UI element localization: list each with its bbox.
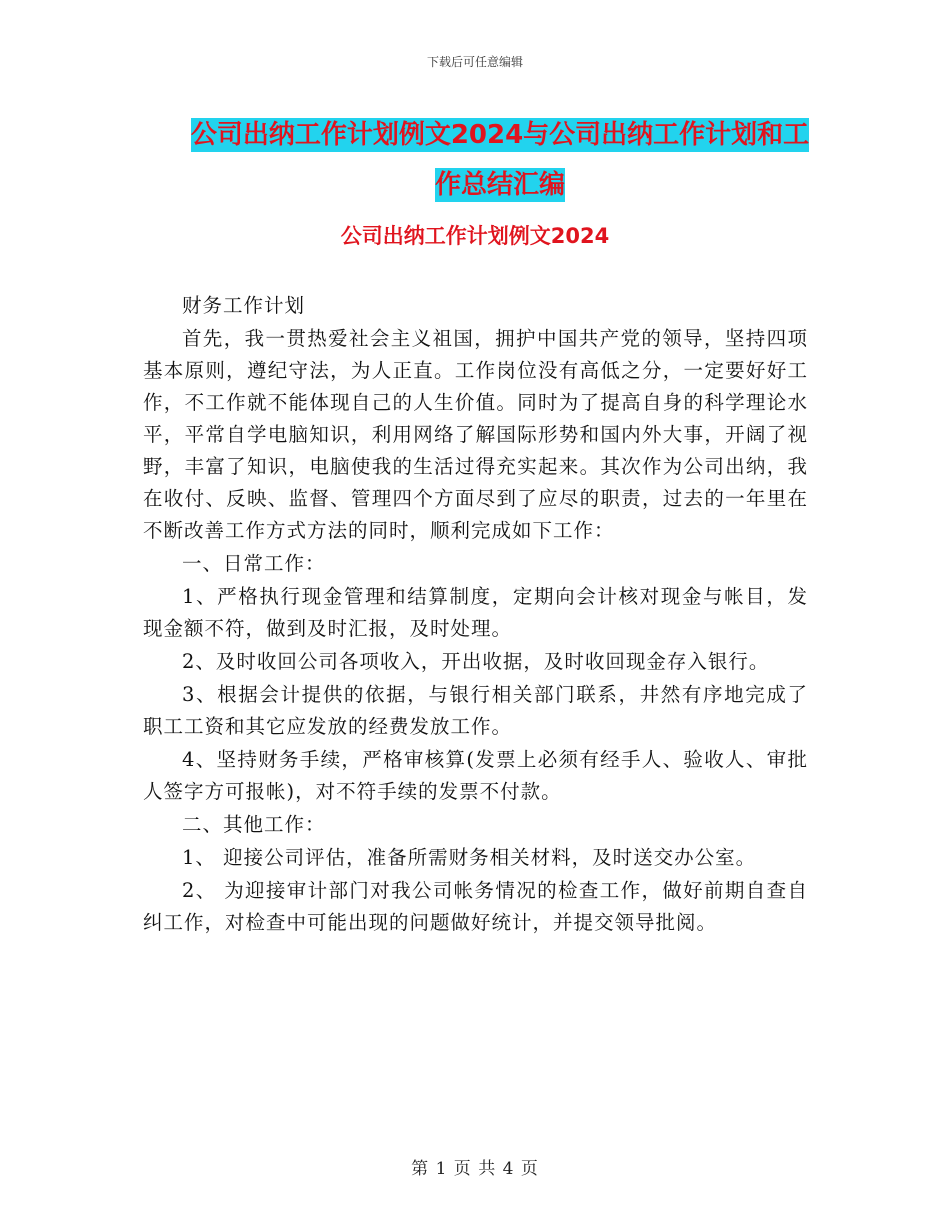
paragraph: 首先，我一贯热爱社会主义祖国，拥护中国共产党的领导，坚持四项基本原则，遵纪守法，为人正直。工作岗位没有高低之分，一定要好好工作，不工作就不能体现自己的人生价值。同时为了提高自身的科学理论水平，平常自学电脑知识，利用网络了解国际形势和国内外大事，开阔了视野，丰富了知识，电脑使我的生活过得充实起来。其次作为公司出纳，我在收付、反映、监督、管理四个方面尽到了应尽的职责，过去的一年里在不断改善工作方式方法的同时，顺利完成如下工作： (143, 327, 808, 542)
paragraph-heading: 财务工作计划 (182, 294, 306, 317)
list-item: 4、坚持财务手续，严格审核算(发票上必须有经手人、验收人、审批人签字方可报帐)，对不符手续的发票不付款。 (143, 748, 808, 803)
section-title: 公司出纳工作计划例文2024 (340, 224, 610, 248)
list-item: 1、 迎接公司评估，准备所需财务相关材料，及时送交办公室。 (182, 846, 757, 869)
list-heading-daily-work: 一、日常工作： (182, 552, 326, 575)
document-title-line-2: 作总结汇编 (434, 170, 565, 200)
list-heading-other-work: 二、其他工作： (182, 813, 326, 836)
document-body (143, 290, 808, 940)
header-note: 下载后可任意编辑 (426, 55, 523, 69)
page-footer: 第 1 页 共 4 页 (411, 1159, 539, 1179)
document-title-line-1: 公司出纳工作计划例文2024与公司出纳工作计划和工 (190, 120, 810, 150)
list-item: 3、根据会计提供的依据，与银行相关部门联系，井然有序地完成了职工工资和其它应发放的经费发放工作。 (143, 683, 808, 738)
list-item: 1、严格执行现金管理和结算制度，定期向会计核对现金与帐目，发现金额不符，做到及时汇报，及时处理。 (143, 585, 808, 640)
document-title (150, 110, 850, 210)
list-item: 2、 为迎接审计部门对我公司帐务情况的检查工作，做好前期自查自纠工作，对检查中可能出现的问题做好统计，并提交领导批阅。 (143, 879, 808, 934)
list-item: 2、及时收回公司各项收入，开出收据，及时收回现金存入银行。 (182, 650, 770, 673)
